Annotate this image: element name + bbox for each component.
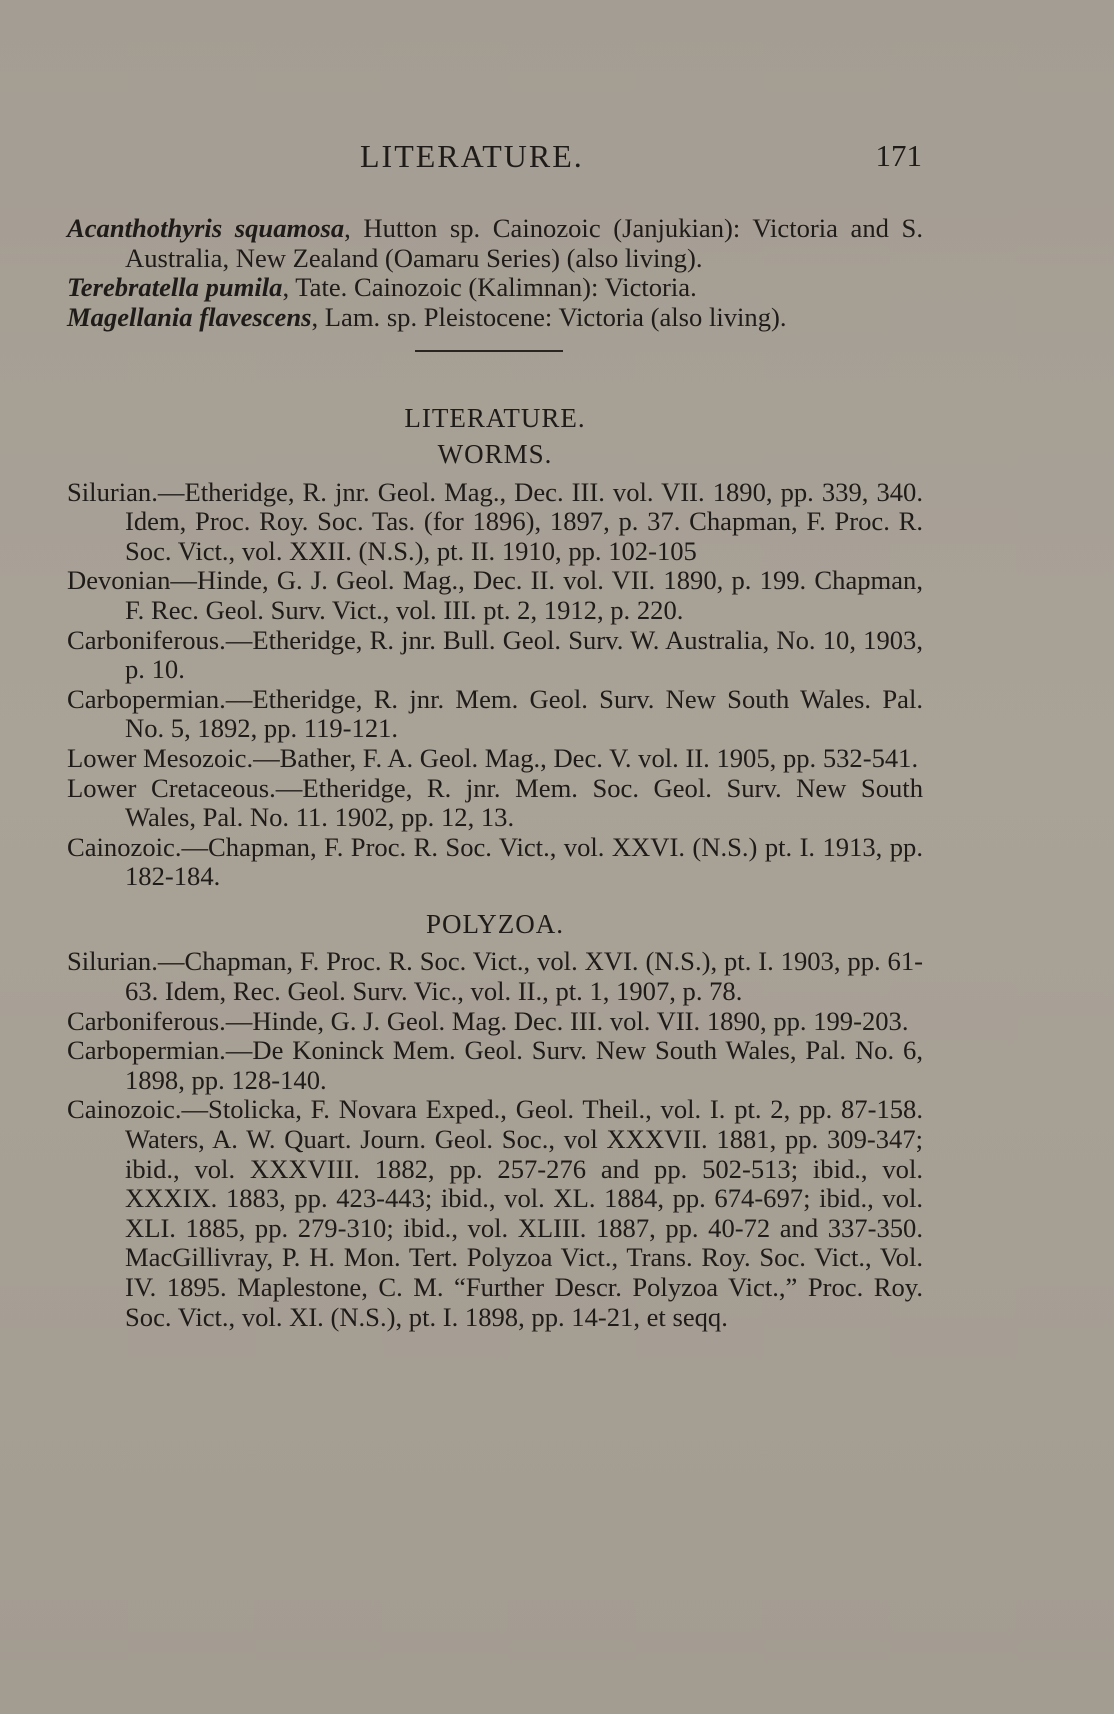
polyzoa-heading: POLYZOA.: [425, 908, 565, 939]
reference-entry: Cainozoic.—Stolicka, F. Novara Exped., Geol. Theil., vol. I. pt. 2, pp. 87-158. Waters, A. W. Quart. Journ. Geol. Soc., vol XXXVII. 1881, pp. 309-347; ibid., vol. XXXVIII. 1882, pp. 257-276 and pp. 502-513; ibid., vol. XXXIX. 1883, pp. 423-443; ibid., vol. XL. 1884, pp. 674-697; ibid., vol. XLI. 1885, pp. 279-310; ibid., vol. XLIII. 1887, pp. 40-72 and 337-350. MacGillivray, P. H. Mon. Tert. Polyzoa Vict., Trans. Roy. Soc. Vict., Vol. IV. 1895. Maplestone, C. M. “Further Descr. Polyzoa Vict.,” Proc. Roy. Soc. Vict., vol. XI. (N.S.), pt. I. 1898, pp. 14-21, et seqq.: [67, 1094, 923, 1332]
reference-entry: Carboniferous.—Etheridge, R. jnr. Bull. Geol. Surv. W. Australia, No. 10, 1903, p. 10.: [67, 624, 923, 685]
species-list: [67, 214, 923, 332]
worms-references: [67, 478, 923, 892]
species-entry: [67, 303, 923, 333]
reference-entry: Cainozoic.—Chapman, F. Proc. R. Soc. Vict., vol. XXVI. (N.S.) pt. I. 1913, pp. 182-184.: [67, 831, 923, 892]
reference-entry: Silurian.—Chapman, F. Proc. R. Soc. Vict., vol. XVI. (N.S.), pt. I. 1903, pp. 61-63. Idem, Rec. Geol. Surv. Vic., vol. II., pt. 1, 1907, p. 78.: [67, 946, 923, 1007]
page-number: 171: [875, 138, 922, 173]
species-name: Terebratella pumila: [67, 272, 283, 303]
reference-entry: Carbopermian.—Etheridge, R. jnr. Mem. Geol. Surv. New South Wales. Pal. No. 5, 1892, pp. 119-121.: [67, 683, 923, 744]
polyzoa-references: [67, 947, 923, 1332]
species-details: , Lam. sp. Pleistocene: Victoria (also living).: [311, 301, 787, 332]
section-divider: [415, 350, 563, 352]
species-entry: [67, 273, 923, 303]
page-header: [0, 138, 1114, 182]
reference-entry: Carbopermian.—De Koninck Mem. Geol. Surv. New South Wales, Pal. No. 6, 1898, pp. 128-140.: [67, 1035, 923, 1095]
species-details: , Tate. Cainozoic (Kalimnan): Victoria.: [282, 272, 697, 303]
worms-heading: WORMS.: [437, 438, 553, 469]
reference-entry: Carboniferous.—Hinde, G. J. Geol. Mag. Dec. III. vol. VII. 1890, pp. 199-203.: [67, 1005, 909, 1036]
species-name: Magellania flavescens: [67, 301, 312, 332]
reference-entry: Lower Mesozoic.—Bather, F. A. Geol. Mag., Dec. V. vol. II. 1905, pp. 532-541.: [67, 742, 919, 773]
literature-heading: LITERATURE.: [404, 403, 586, 434]
reference-entry: Devonian—Hinde, G. J. Geol. Mag., Dec. II. vol. VII. 1890, p. 199. Chapman, F. Rec. Geol. Surv. Vict., vol. III. pt. 2, 1912, p. 220.: [67, 565, 923, 625]
reference-entry: Lower Cretaceous.—Etheridge, R. jnr. Mem. Soc. Geol. Surv. New South Wales, Pal. No. 11. 1902, pp. 12, 13.: [67, 772, 923, 833]
reference-entry: Silurian.—Etheridge, R. jnr. Geol. Mag., Dec. III. vol. VII. 1890, pp. 339, 340. Idem, Proc. Roy. Soc. Tas. (for 1896), 1897, p. 37. Chapman, F. Proc. R. Soc. Vict., vol. XXII. (N.S.), pt. II. 1910, pp. 102-105: [67, 476, 923, 566]
running-head: LITERATURE.: [360, 138, 584, 174]
species-details: , Hutton sp. Cainozoic (Janjukian): Victoria and S. Australia, New Zealand (Oamaru Series) (also living).: [125, 213, 923, 273]
species-name: Acanthothyris squamosa: [67, 213, 345, 243]
species-entry: [67, 214, 923, 273]
page-content: [67, 214, 923, 1332]
